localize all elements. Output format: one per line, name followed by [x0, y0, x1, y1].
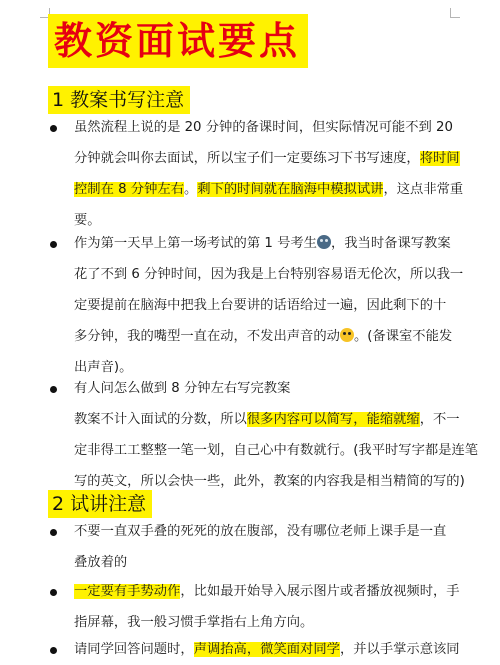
text-run: 。: [184, 182, 198, 197]
paragraph: [74, 634, 460, 665]
text-line: [74, 516, 446, 547]
highlighted-text: 很多内容可以简写，能缩就缩: [246, 412, 420, 427]
highlighted-text: 声调抬高，微笑面对同学: [193, 642, 340, 657]
text-line: [74, 435, 479, 466]
text-run: ，比如最开始导入展示图片或者播放视频时，手: [180, 584, 460, 599]
text-line: [74, 321, 453, 352]
page-corner-mark: [450, 8, 460, 18]
highlighted-text: 一定要有手势动作: [74, 584, 181, 599]
section-heading-1: 1 教案书写注意: [48, 86, 190, 114]
text-line: [74, 634, 460, 665]
text-line: [74, 259, 464, 290]
paragraph: [74, 576, 460, 638]
text-line: [74, 547, 446, 578]
paragraph: [74, 516, 446, 578]
text-line: [74, 143, 460, 174]
bullet-icon: [50, 647, 57, 654]
text-run: 作为第一天早上第一场考试的第 1 号考生: [74, 236, 317, 251]
text-run: ，并以手掌示意该同: [339, 642, 460, 657]
text-run: 虽然流程上说的是 20 分钟的备课时间，但实际情况可能不到 20: [74, 120, 453, 135]
text-run: 要。: [74, 213, 101, 228]
text-run: 。(备课室不能发: [353, 329, 453, 344]
text-run: 出声音)。: [74, 360, 133, 375]
text-run: 定非得工工整整一笔一划，自己心中有数就行。(我平时写字都是连笔: [74, 443, 479, 458]
text-line: [74, 112, 453, 143]
highlighted-text: 剩下的时间就在脑海中模拟试讲: [197, 182, 384, 197]
text-run: 不要一直双手叠的死死的放在腹部，没有哪位老师上课手是一直: [74, 524, 447, 539]
paragraph: [74, 373, 479, 497]
paragraph: [74, 228, 464, 383]
text-run: ，这点非常重: [383, 182, 464, 197]
text-run: 写的英文，所以会快一些，此外，教案的内容我是相当精简的写的): [74, 474, 465, 489]
text-run: 教案不计入面试的分数，所以: [74, 412, 247, 427]
text-line: [74, 290, 446, 321]
section-heading-2: 2 试讲注意: [48, 490, 152, 518]
text-run: 指屏幕，我一般习惯手掌指右上角方向。: [74, 615, 314, 630]
text-line: [74, 373, 446, 404]
text-run: 分钟就会叫你去面试，所以宝子们一定要练习下书写速度，: [74, 151, 420, 166]
laughing-face-icon: [340, 328, 354, 342]
text-line: [74, 404, 460, 435]
text-run: 花了不到 6 分钟时间，因为我是上台特别容易语无伦次，所以我一: [74, 267, 464, 282]
text-run: 叠放着的: [74, 555, 128, 570]
text-run: 有人问怎么做到 8 分钟左右写完教案: [74, 381, 291, 396]
text-run: 定要提前在脑海中把我上台要讲的话语给过一遍，因此剩下的十: [74, 298, 447, 313]
bullet-icon: [50, 386, 57, 393]
bullet-icon: [50, 589, 57, 596]
text-run: 请同学回答问题时，: [74, 642, 194, 657]
text-run: ，我当时备课写教案: [330, 236, 451, 251]
paragraph: [74, 112, 464, 236]
bullet-icon: [50, 125, 57, 132]
page-title: 教资面试要点: [48, 14, 308, 68]
bullet-icon: [50, 529, 57, 536]
text-run: ，不一: [419, 412, 460, 427]
text-line: [74, 174, 464, 205]
bullet-icon: [50, 241, 57, 248]
highlighted-text: 控制在 8 分钟左右: [74, 182, 184, 197]
text-run: 多分钟，我的嘴型一直在动，不发出声音的动: [74, 329, 340, 344]
text-line: [74, 576, 460, 607]
text-line: [74, 228, 451, 259]
highlighted-text: 将时间: [419, 151, 460, 166]
sweat-face-icon: [317, 235, 331, 249]
